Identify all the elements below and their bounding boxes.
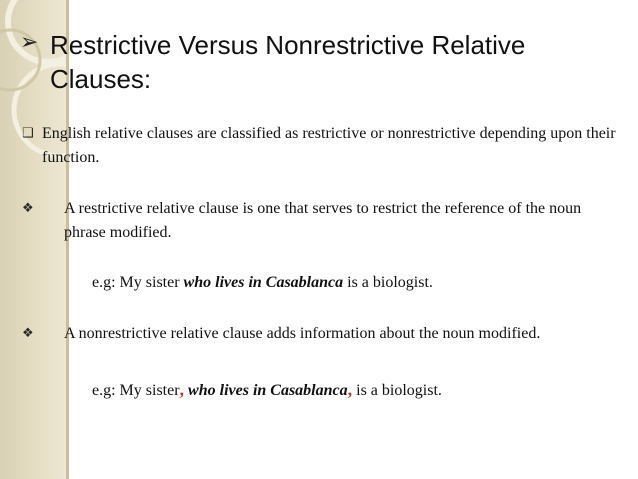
example-restrictive — [92, 271, 612, 295]
arrow-bullet-icon: ➢ — [20, 30, 39, 55]
example-suffix: is a biologist. — [347, 274, 433, 291]
slide-title — [20, 28, 620, 96]
bullet-item-restrictive-definition — [22, 197, 622, 245]
diamond-bullet-icon: ❖ — [22, 326, 34, 341]
example-comma: , — [347, 379, 353, 399]
example-comma: , — [179, 379, 185, 399]
example-suffix: is a biologist. — [356, 382, 442, 399]
bullet-item-text: English relative clauses are classified as restrictive or nonrestrictive depending upon their function. — [42, 125, 616, 166]
bullet-item-classification — [22, 122, 622, 170]
diamond-bullet-icon: ❖ — [22, 201, 34, 216]
title-line-2: Clauses: — [50, 64, 152, 94]
bullet-item-nonrestrictive-definition — [22, 322, 622, 346]
title-line-1: Restrictive Versus Nonrestrictive Relative — [50, 30, 526, 60]
square-bullet-icon: ❑ — [22, 126, 34, 141]
example-nonrestrictive — [92, 377, 612, 403]
example-clause: who lives in Casablanca — [188, 382, 348, 399]
example-prefix: e.g: My sister — [92, 274, 180, 291]
example-clause: who lives in Casablanca — [183, 274, 344, 291]
bullet-item-text: A nonrestrictive relative clause adds information about the noun modified. — [64, 325, 541, 342]
bullet-item-text: A restrictive relative clause is one that serves to restrict the reference of the noun phrase modified. — [64, 200, 582, 241]
example-prefix: e.g: My sister — [92, 382, 180, 399]
